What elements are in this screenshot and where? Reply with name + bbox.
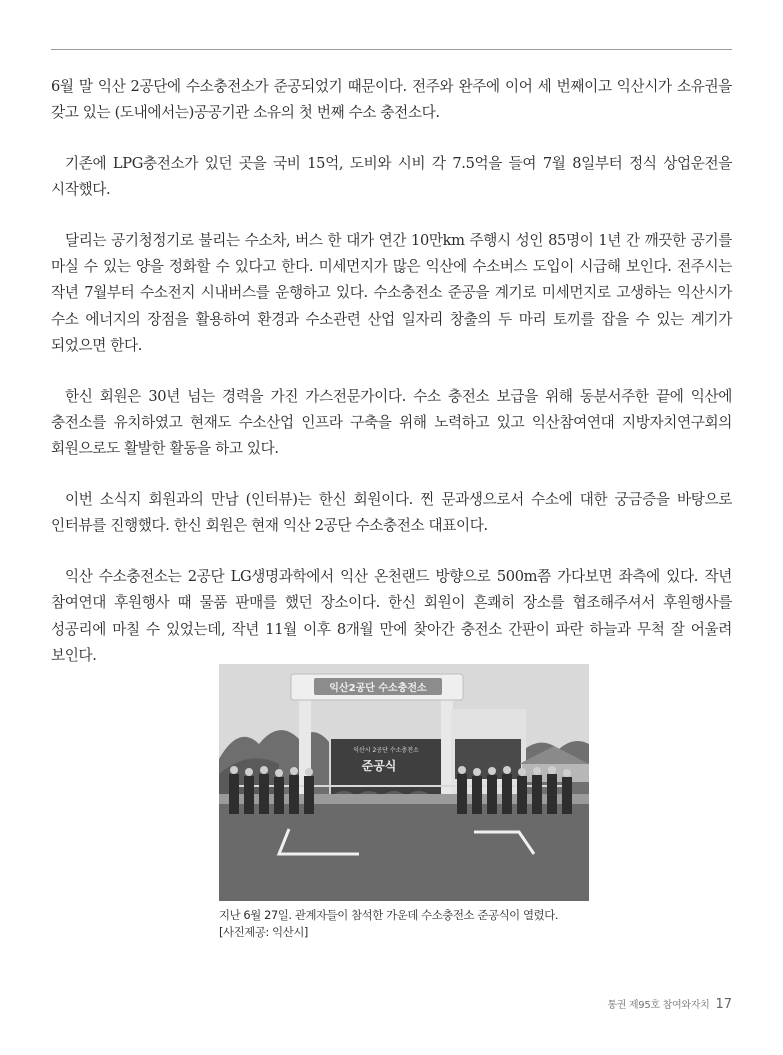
paragraph-2: 기존에 LPG충전소가 있던 곳을 국비 15억, 도비와 시비 각 7.5억을 들여 7월 8일부터 정식 상업운전을 시작했다.	[51, 154, 732, 199]
paragraph-5: 이번 소식지 회원과의 만남 (인터뷰)는 한신 회원이다. 찐 문과생으로서 수소에 대한 궁금증을 바탕으로 인터뷰를 진행했다. 한신 회원은 현재 익산 2공단 수소충전소 대표이다.	[51, 490, 732, 535]
caption-line-1: 지난 6월 27일. 관계자들이 참석한 가운데 수소충전소 준공식이 열렸다.	[219, 908, 559, 922]
paragraph-1: 6월 말 익산 2공단에 수소충전소가 준공되었기 때문이다. 전주와 완주에 이어 세 번째이고 익산시가 소유권을 갖고 있는 (도내에서는)공공기관 소유의 첫 번째 수소 충전소다.	[51, 78, 732, 122]
page-footer	[607, 996, 732, 1012]
banner-title: 준공식	[361, 759, 397, 773]
paragraph-3: 달리는 공기청정기로 불리는 수소차, 버스 한 대가 연간 10만km 주행시 성인 85명이 1년 간 깨끗한 공기를 마실 수 있는 양을 정화할 수 있다고 한다. 미세먼지가 많은 익산에 수소버스 도입이 시급해 보인다. 전주시는 작년 7월부터 수소전지 시내버스를 운행하고 있다. 수소충전소 준공을 계기로 미세먼지로 고생하는 익산시가 수소 에너지의 장점을 활용하여 환경과 수소관련 산업 일자리 창출의 두 마리 토끼를 잡을 수 있는 계기가 되었으면 한다.	[51, 231, 732, 355]
paragraph-6: 익산 수소충전소는 2공단 LG생명과학에서 익산 온천랜드 방향으로 500m쯤 가다보면 좌측에 있다. 작년 참여연대 후원행사 때 물품 판매를 했던 장소이다. 한신 회원이 흔쾌히 장소를 협조해주셔서 후원행사를 성공리에 마칠 수 있었는데, 작년 11월 이후 8개월 만에 찾아간 충전소 간판이 파란 하늘과 무척 잘 어울려 보인다.	[51, 567, 732, 664]
banner-subtitle: 익산시 2공단 수소충전소	[353, 747, 419, 754]
issue-label: 통권 제95호 참여와자치	[607, 1000, 710, 1011]
article-body	[51, 74, 732, 693]
page-number: 17	[715, 997, 732, 1012]
station-sign-text: 익산2공단 수소충전소	[329, 683, 427, 694]
photo-caption	[219, 907, 589, 940]
ceremony-photo	[219, 664, 589, 901]
paragraph-4: 한신 회원은 30년 넘는 경력을 가진 가스전문가이다. 수소 충전소 보급을 위해 동분서주한 끝에 익산에 충전소를 유치하였고 현재도 수소산업 인프라 구축을 위해 노력하고 있고 익산참여연대 지방자치연구회의 회원으로도 활발한 활동을 하고 있다.	[51, 387, 732, 458]
caption-credit: [사진제공: 익산시]	[219, 924, 308, 939]
photo-block	[219, 664, 589, 940]
top-rule	[51, 49, 732, 50]
